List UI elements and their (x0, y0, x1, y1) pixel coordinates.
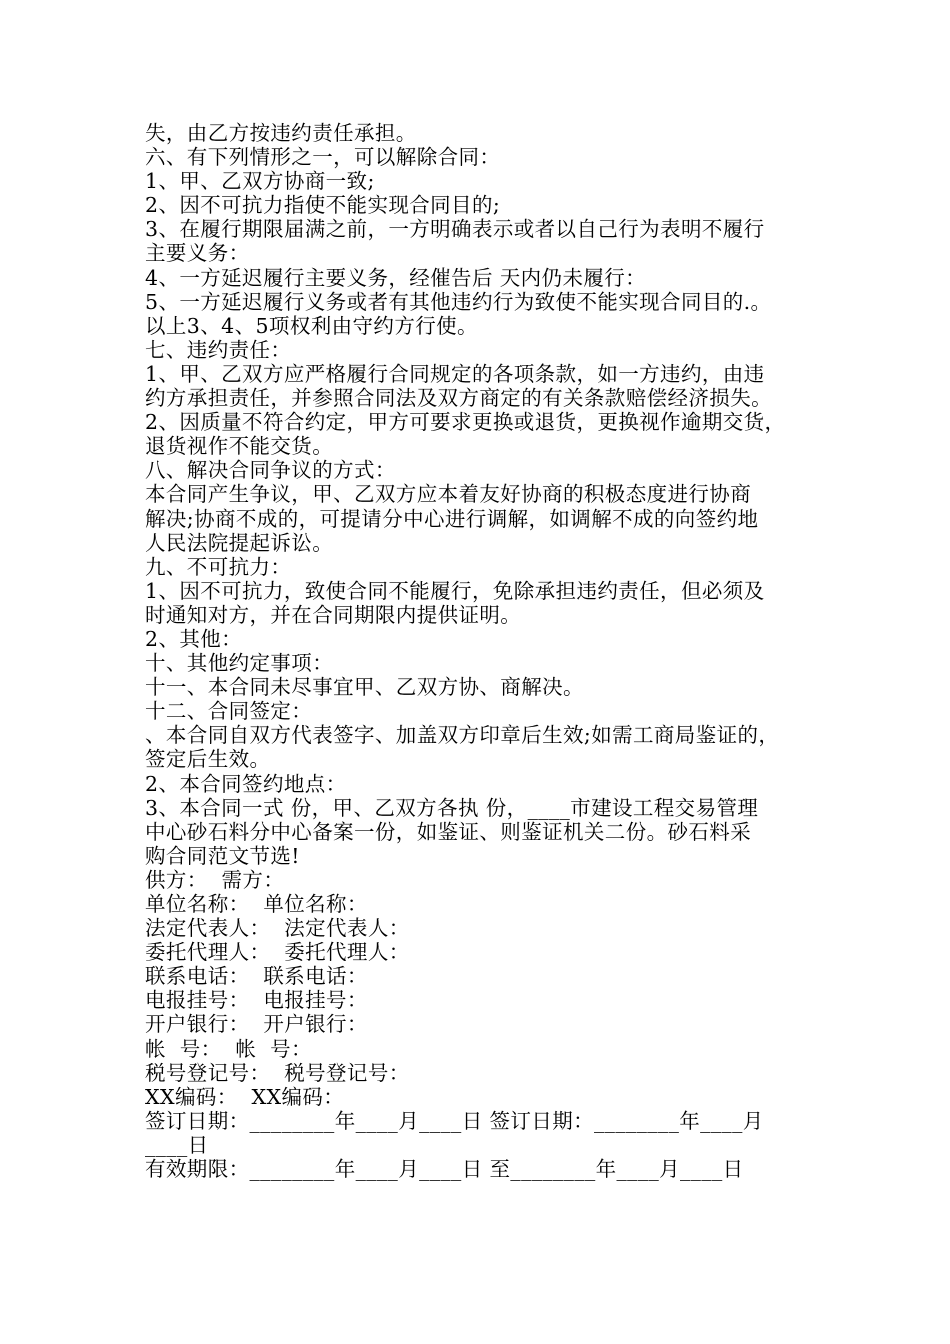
signature-field-row: 供方： 需方： (145, 867, 285, 892)
signature-field-row: 法定代表人： 法定代表人： (145, 916, 410, 941)
section-heading: 十、其他约定事项： (145, 651, 334, 676)
text-line: 主要义务： (145, 241, 250, 266)
text-line: 2、其他： (145, 626, 243, 651)
text-line: 1、甲、乙双方应严格履行合同规定的各项条款，如一方违约，由违 (145, 361, 765, 386)
text-line: 1、因不可抗力，致使合同不能履行，免除承担违约责任，但必须及 (145, 578, 765, 603)
text-line: 3、本合同一式 份，甲、乙双方各执 份，____市建设工程交易管理 (145, 795, 759, 820)
section-heading: 十一、本合同未尽事宜甲、乙双方协、商解决。 (145, 675, 584, 700)
text-line: 签定后生效。 (145, 747, 271, 772)
text-line: 人民法院提起诉讼。 (145, 530, 334, 555)
section-heading: 十二、合同签定： (145, 699, 313, 724)
signature-field-row: 联系电话： 联系电话： (145, 964, 368, 989)
text-line: 4、一方延迟履行主要义务，经催告后 天内仍未履行： (145, 265, 647, 290)
signature-field-row: 税号登记号： 税号登记号： (145, 1060, 410, 1085)
text-line: 失，由乙方按违约责任承担。 (145, 121, 417, 145)
text-line: 购合同范文节选! (145, 843, 300, 868)
section-heading: 六、有下列情形之一，可以解除合同： (145, 145, 501, 170)
text-line: 3、在履行期限届满之前，一方明确表示或者以自己行为表明不履行 (145, 217, 765, 242)
text-line: 中心砂石料分中心备案一份，如鉴证、则鉴证机关二份。砂石料采 (145, 819, 752, 844)
date-field-row: 签订日期：________年____月____日 签订日期：________年____月 (145, 1108, 764, 1133)
validity-field-row: 有效期限：________年____月____日 至________年____月____日 (145, 1157, 744, 1182)
text-line: 2、因不可抗力指使不能实现合同目的; (145, 193, 501, 218)
section-heading: 七、违约责任： (145, 337, 292, 362)
signature-field-row: XX编码： XX编码： (145, 1084, 345, 1109)
text-line: 时通知对方，并在合同期限内提供证明。 (145, 602, 522, 627)
signature-field-row: 单位名称： 单位名称： (145, 892, 368, 916)
text-line: 解决;协商不成的，可提请分中心进行调解，如调解不成的向签约地 (145, 506, 759, 531)
signature-field-row: 帐 号： 帐 号： (145, 1036, 312, 1061)
text-line: 退货视作不能交货。 (145, 434, 334, 459)
section-heading: 九、不可抗力： (145, 554, 292, 579)
text-line: 5、一方延迟履行义务或者有其他违约行为致使不能实现合同目的.。 (145, 289, 772, 314)
text-line: 约方承担责任，并参照合同法及双方商定的有关条款赔偿经济损失。 (145, 386, 772, 411)
text-line: 2、本合同签约地点： (145, 771, 347, 796)
section-heading: 八、解决合同争议的方式： (145, 458, 396, 483)
signature-field-row: 委托代理人： 委托代理人： (145, 940, 410, 965)
text-line: 以上3、4、5项权利由守约方行使。 (145, 313, 478, 338)
signature-field-row: 开户银行： 开户银行： (145, 1012, 368, 1037)
text-line: 2、因质量不符合约定，甲方可要求更换或退货，更换视作逾期交货， (145, 410, 786, 435)
text-line: 1、甲、乙双方协商一致; (145, 169, 375, 194)
date-field-row: ____日 (145, 1132, 209, 1157)
text-line: 本合同产生争议，甲、乙双方应本着友好协商的积极态度进行协商 (145, 482, 752, 507)
document-body (145, 121, 825, 1181)
signature-field-row: 电报挂号： 电报挂号： (145, 988, 368, 1013)
text-line: 、本合同自双方代表签字、加盖双方印章后生效;如需工商局鉴证的， (145, 723, 780, 748)
